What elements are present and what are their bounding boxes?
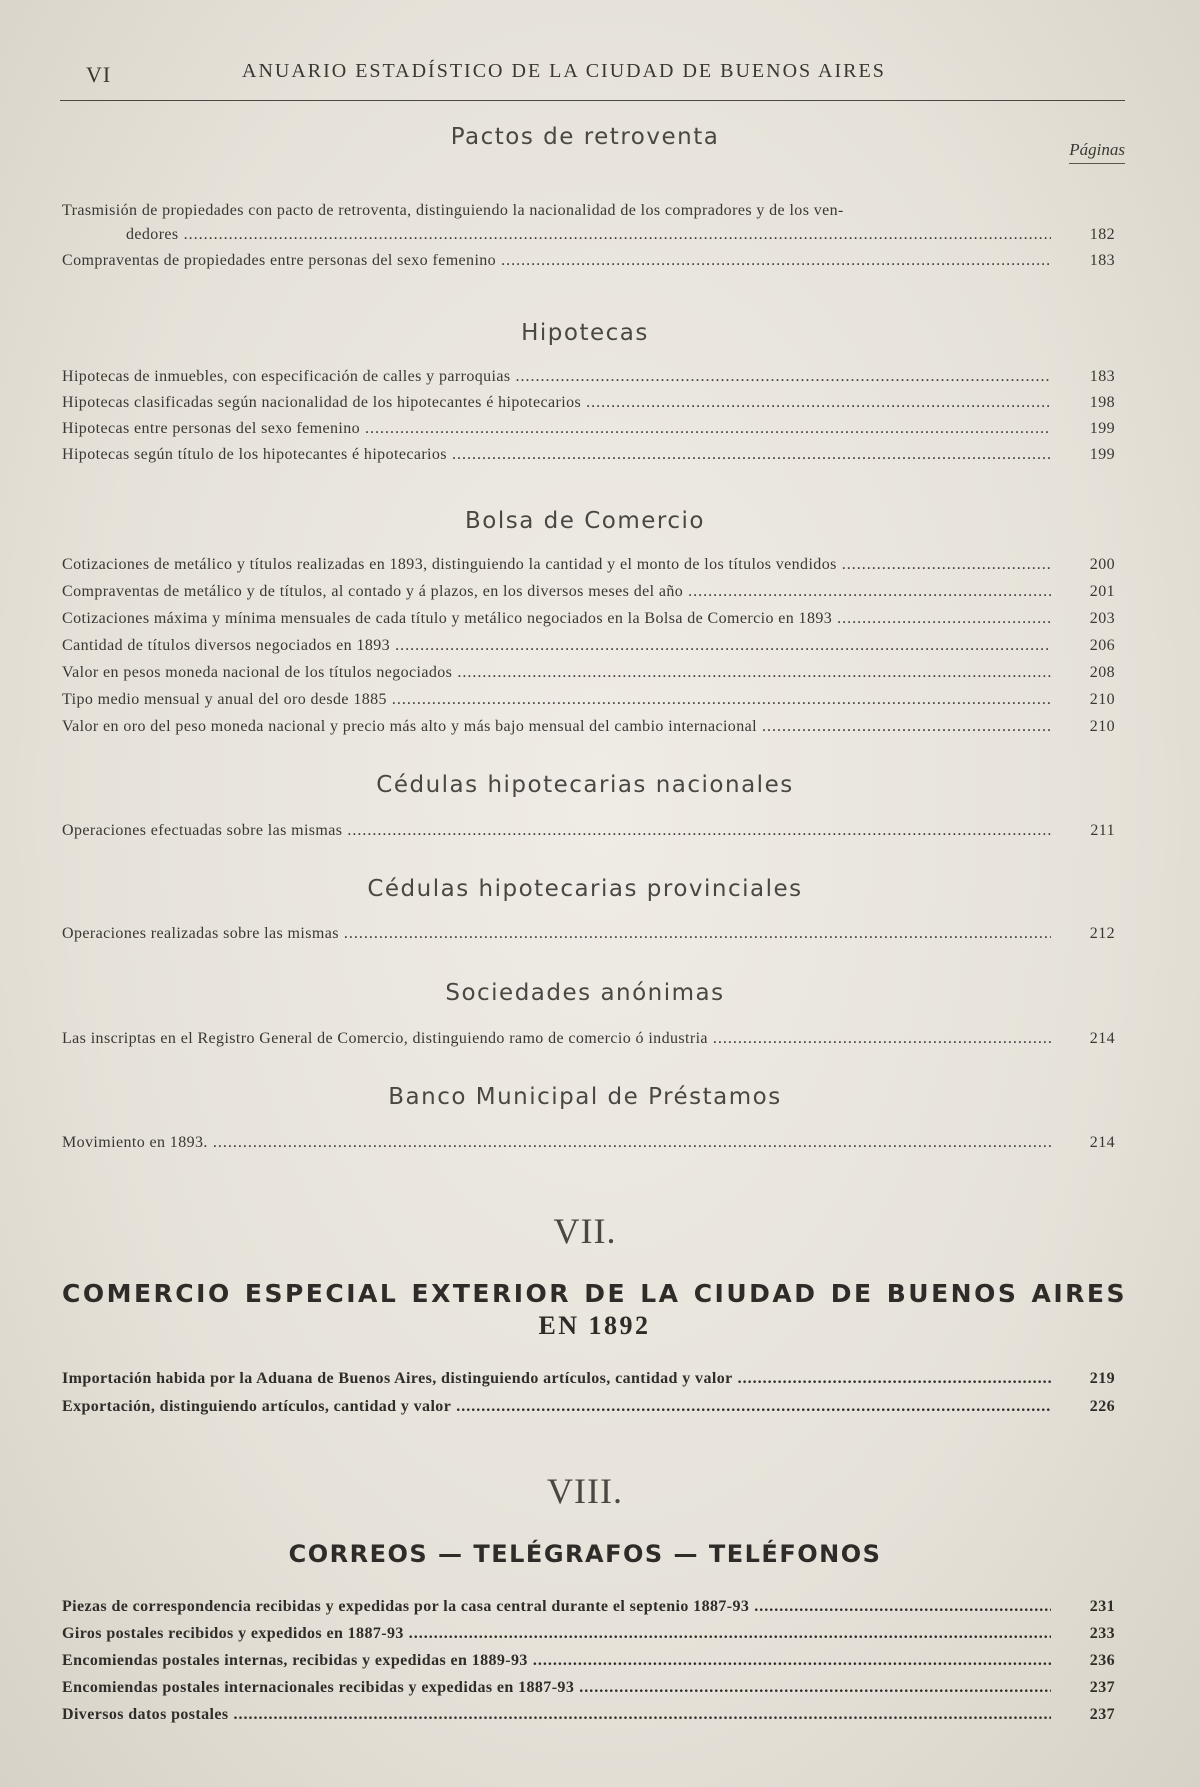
toc-entry-label: Giros postales recibidos y expedidos en 1887-93 ..... xyxy=(62,1625,1051,1643)
section-title-bolsa: Bolsa de Comercio xyxy=(465,508,705,534)
toc-entry xyxy=(62,664,1115,686)
toc-entry-label: Operaciones efectuadas sobre las mismas ..... xyxy=(62,822,1051,840)
toc-entry-label: Las inscriptas en el Registro General de Comercio, distinguiendo ramo de comercio ó industria ..... xyxy=(62,1030,1051,1048)
toc-entry-label: Movimiento en 1893. ..... xyxy=(62,1134,1051,1152)
section-title-cedulas-provinciales: Cédulas hipotecarias provinciales xyxy=(367,876,803,902)
toc-entry xyxy=(62,446,1115,468)
toc-entry xyxy=(62,583,1115,605)
toc-entry-page: 231 xyxy=(1089,1598,1115,1615)
toc-entry-page: 199 xyxy=(1089,420,1115,437)
toc-entry-page: 183 xyxy=(1089,368,1115,385)
toc-entry-page: 237 xyxy=(1089,1679,1115,1696)
toc-entry xyxy=(62,1652,1115,1674)
toc-entry-page: 210 xyxy=(1089,718,1115,735)
toc-entry xyxy=(62,420,1115,442)
part-number-vii: VII. xyxy=(553,1211,617,1251)
part-heading-line: COMERCIO ESPECIAL EXTERIOR DE LA CIUDAD DE BUENOS AIRES xyxy=(62,1279,1127,1308)
toc-entry-label: Valor en pesos moneda nacional de los títulos negociados ..... xyxy=(62,664,1051,682)
toc-entry-label: Tipo medio mensual y anual del oro desde 1885 ..... xyxy=(62,691,1051,709)
toc-entry xyxy=(62,637,1115,659)
toc-entry xyxy=(62,691,1115,713)
paginas-column-header: Páginas xyxy=(1069,140,1125,164)
toc-entry-page: 210 xyxy=(1089,691,1115,708)
toc-entry xyxy=(62,1679,1115,1701)
toc-entry-retroventa-1 xyxy=(62,202,1115,224)
toc-entry-label: Encomiendas postales internacionales recibidas y expedidas en 1887-93 ..... xyxy=(62,1679,1051,1697)
toc-entry xyxy=(62,925,1115,947)
toc-entry-label: Importación habida por la Aduana de Buenos Aires, distinguiendo artículos, cantidad y valor ..... xyxy=(62,1370,1051,1388)
toc-entry-label: Hipotecas de inmuebles, con especificación de calles y parroquias ..... xyxy=(62,368,1051,386)
toc-entry-label: Cotizaciones de metálico y títulos realizadas en 1893, distinguiendo la cantidad y el monto de los títulos vendidos ..... xyxy=(62,556,1051,574)
toc-entry-label: Exportación, distinguiendo artículos, cantidad y valor ..... xyxy=(62,1398,1051,1416)
toc-entry-page: 203 xyxy=(1089,610,1115,627)
toc-entry-page: 233 xyxy=(1089,1625,1115,1642)
section-title-banco: Banco Municipal de Préstamos xyxy=(388,1084,782,1110)
toc-entry xyxy=(62,822,1115,844)
section-title-hipotecas: Hipotecas xyxy=(521,320,649,346)
toc-entry xyxy=(62,610,1115,632)
section-title-cedulas-nacionales: Cédulas hipotecarias nacionales xyxy=(376,772,794,798)
running-head xyxy=(60,56,1125,101)
running-title: ANUARIO ESTADÍSTICO DE LA CIUDAD DE BUENOS AIRES xyxy=(242,60,886,82)
toc-entry-page: 200 xyxy=(1089,556,1115,573)
toc-entry-page: 206 xyxy=(1089,637,1115,654)
toc-entry-page: 219 xyxy=(1089,1370,1115,1387)
toc-entry xyxy=(62,556,1115,578)
toc-entry-label: Compraventas de metálico y de títulos, al contado y á plazos, en los diversos meses del año ..... xyxy=(62,583,1051,601)
toc-entry-page: 237 xyxy=(1089,1706,1115,1723)
toc-entry-page: 208 xyxy=(1089,664,1115,681)
toc-entry-label: Cotizaciones máxima y mínima mensuales de cada título y metálico negociados en la Bolsa de Comercio en 1893 ..... xyxy=(62,610,1051,628)
toc-entry-page: 214 xyxy=(1089,1030,1115,1047)
toc-entry-page: 183 xyxy=(1089,252,1115,269)
toc-entry xyxy=(62,368,1115,390)
toc-entry-label: Hipotecas clasificadas según nacionalidad de los hipotecantes é hipotecarios ..... xyxy=(62,394,1051,412)
toc-entry-label: Encomiendas postales internas, recibidas y expedidas en 1889-93 ..... xyxy=(62,1652,1051,1670)
toc-entry-page: 198 xyxy=(1089,394,1115,411)
toc-entry-page: 212 xyxy=(1089,925,1115,942)
toc-entry-page: 201 xyxy=(1089,583,1115,600)
toc-entry-label: Operaciones realizadas sobre las mismas ..... xyxy=(62,925,1051,943)
toc-entry-page: 236 xyxy=(1089,1652,1115,1669)
toc-entry xyxy=(62,1398,1115,1420)
toc-entry-page: 214 xyxy=(1089,1134,1115,1151)
toc-entry-label: Piezas de correspondencia recibidas y expedidas por la casa central durante el septenio 1887-93 ..... xyxy=(62,1598,1051,1616)
toc-entry-label: Valor en oro del peso moneda nacional y precio más alto y más bajo mensual del cambio internacional ..... xyxy=(62,718,1051,736)
toc-entry xyxy=(62,1134,1115,1156)
part-number-viii: VIII. xyxy=(547,1471,623,1511)
toc-entry xyxy=(62,394,1115,416)
toc-entry-retroventa-1-cont xyxy=(62,226,1115,248)
toc-entry xyxy=(62,1625,1115,1647)
page-folio: VI xyxy=(86,62,112,87)
toc-entry xyxy=(62,1706,1115,1728)
section-title-sociedades: Sociedades anónimas xyxy=(445,980,725,1006)
toc-entry xyxy=(62,1370,1115,1392)
part-heading-viii: CORREOS — TELÉGRAFOS — TELÉFONOS xyxy=(288,1540,882,1568)
toc-entry-page: 199 xyxy=(1089,446,1115,463)
toc-entry xyxy=(62,718,1115,740)
toc-entry-label: Diversos datos postales ..... xyxy=(62,1706,1051,1724)
toc-entry-label: Hipotecas según título de los hipotecantes é hipotecarios ..... xyxy=(62,446,1051,464)
toc-entry-retroventa-2 xyxy=(62,252,1115,274)
part-heading-line: EN 1892 xyxy=(538,1311,651,1340)
toc-entry-page: 226 xyxy=(1089,1398,1115,1415)
toc-entry-page: 211 xyxy=(1090,822,1115,839)
toc-entry xyxy=(62,1598,1115,1620)
section-title-retroventa: Pactos de retroventa xyxy=(450,124,720,150)
toc-entry xyxy=(62,1030,1115,1052)
toc-entry-label: Compraventas de propiedades entre personas del sexo femenino ..... xyxy=(62,252,1051,270)
part-heading-vii xyxy=(62,1278,1127,1342)
toc-entry-page: 182 xyxy=(1089,226,1115,243)
toc-entry-label: Cantidad de títulos diversos negociados en 1893 ..... xyxy=(62,637,1051,655)
toc-entry-label: Trasmisión de propiedades con pacto de retroventa, distinguiendo la nacionalidad de los compradores y de los ven- xyxy=(62,202,844,219)
toc-entry-label: dedores ..... xyxy=(126,226,1051,244)
toc-entry-label: Hipotecas entre personas del sexo femenino ..... xyxy=(62,420,1051,438)
